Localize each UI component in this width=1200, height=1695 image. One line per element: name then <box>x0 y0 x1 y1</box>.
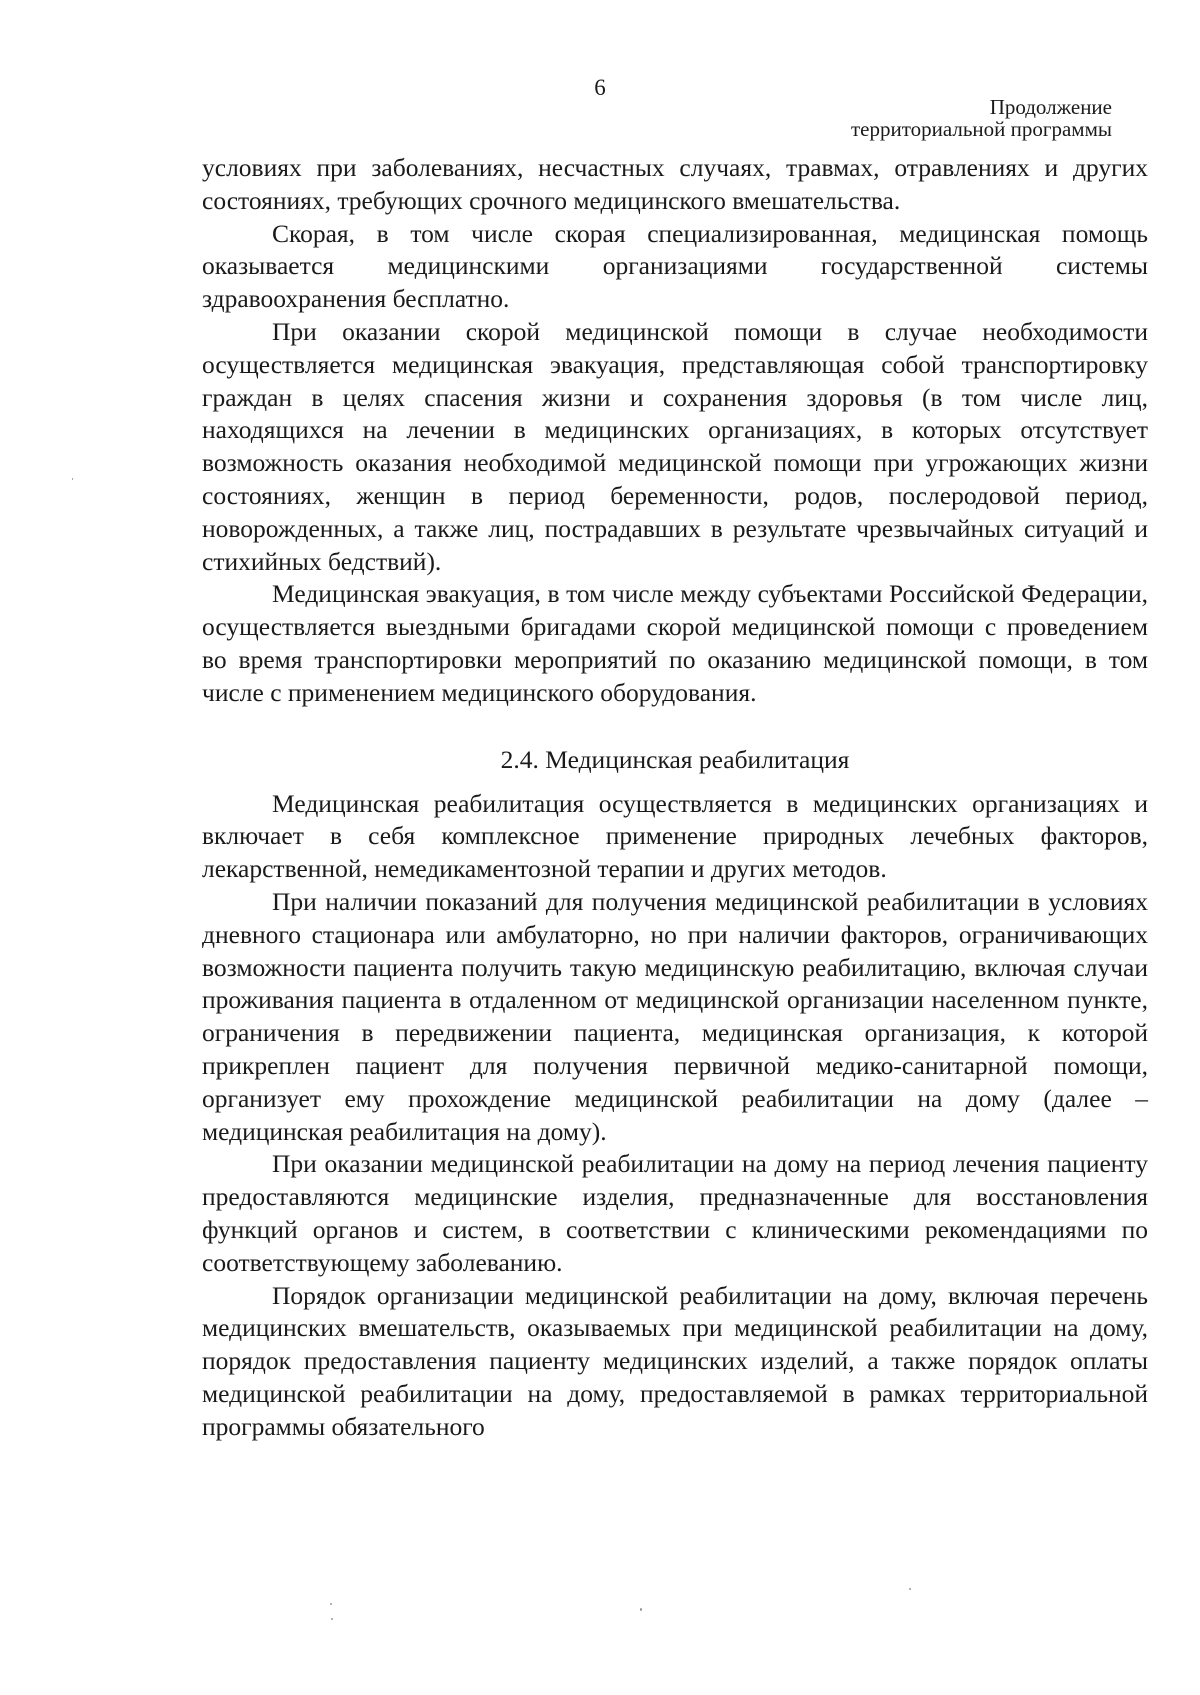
paragraph-home-rehabilitation: При наличии показаний для получения медицинской реабилитации в условиях дневного стационара или амбулаторно, но при наличии факторов, ограничивающих возможности пациента получить такую медицинскую реабилитацию, включая случаи проживания пациента в отдаленном от медицинской организации населенном пункте, ограничения в передвижении пациента, медицинская организация, к которой прикреплен пациент для получения первичной медико-санитарной помощи, организует ему прохождение медицинской реабилитации на дому (далее – медицинская реабилитация на дому). <box>202 886 1148 1146</box>
document-body <box>202 152 1148 1443</box>
paragraph-medical-evacuation: При оказании скорой медицинской помощи в случае необходимости осуществляется медицинская эвакуация, представляющая собой транспортировку граждан в целях спасения жизни и сохранения здоровья (в том числе лиц, находящихся на лечении в медицинских организациях, в которых отсутствует возможность оказания необходимой медицинской помощи при угрожающих жизни состояниях, женщин в период беременности, родов, послеродовой период, новорожденных, а также лиц, пострадавших в результате чрезвычайных ситуаций и стихийных бедствий). <box>202 316 1148 576</box>
continuation-header <box>851 96 1112 140</box>
paragraph-medical-devices: При оказании медицинской реабилитации на дому на период лечения пациенту предоставляются медицинские изделия, предназначенные для восстановления функций органов и систем, в соответствии с клиническими рекомендациями по соответствующему заболеванию. <box>202 1149 1148 1277</box>
scan-speck <box>72 478 73 480</box>
section-heading: 2.4. Медицинская реабилитация <box>500 744 850 774</box>
paragraph-evacuation-between-regions: Медицинская эвакуация, в том числе между субъектами Российской Федерации, осуществляется выездными бригадами скорой медицинской помощи с проведением во время транспортировки мероприятий по оказанию медицинской помощи, в том числе с применением медицинского оборудования. <box>202 579 1148 707</box>
paragraph-rehabilitation-procedure: Порядок организации медицинской реабилитации на дому, включая перечень медицинских вмешательств, оказываемых при медицинской реабилитации на дому, порядок предоставления пациенту медицинских изделий, а также порядок оплаты медицинской реабилитации на дому, предоставляемой в рамках территориальной программы обязательного <box>202 1280 1148 1441</box>
paragraph-ambulance-care: Скорая, в том числе скорая специализированная, медицинская помощь оказывается медицинскими организациями государственной системы здравоохранения бесплатно. <box>202 218 1148 314</box>
paragraph-rehabilitation-definition: Медицинская реабилитация осуществляется в медицинских организациях и включает в себя комплексное применение природных лечебных факторов, лекарственной, немедикаментозной терапии и других методов. <box>202 788 1148 884</box>
continuation-line-1: Продолжение <box>989 95 1112 119</box>
scan-speck <box>331 1618 333 1620</box>
continuation-line-2: территориальной программы <box>850 117 1112 141</box>
page-number: 6 <box>594 75 606 100</box>
scan-speck <box>330 1603 332 1605</box>
scan-speck <box>640 1608 642 1611</box>
scan-speck <box>909 1588 911 1590</box>
paragraph-continued: условиях при заболеваниях, несчастных случаях, травмах, отравлениях и других состояниях, требующих срочного медицинского вмешательства. <box>202 153 1148 215</box>
